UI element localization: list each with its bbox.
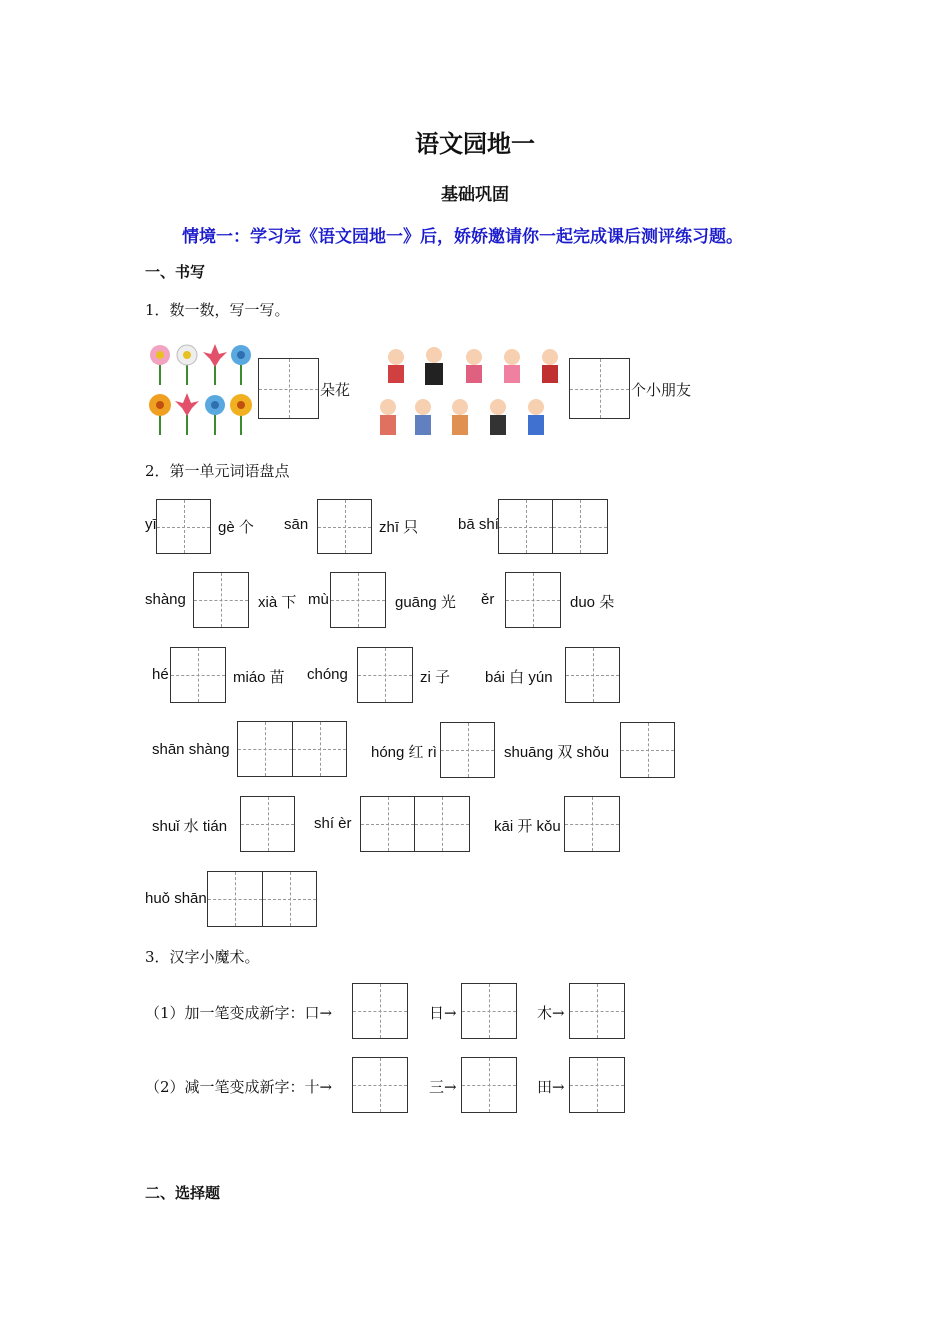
pinyin-label: shān shàng	[152, 741, 230, 758]
char-box[interactable]	[505, 572, 561, 628]
pinyin-label: duo 朵	[570, 594, 615, 611]
char-box[interactable]	[564, 796, 620, 852]
pinyin-label: hóng 红 rì	[371, 744, 437, 761]
section-heading-choice: 二、选择题	[145, 1184, 221, 1202]
add-item-label: 木→	[537, 1004, 565, 1022]
pinyin-label: bái 白 yún	[485, 669, 553, 686]
char-box[interactable]	[620, 722, 675, 778]
char-box[interactable]	[461, 1057, 517, 1113]
char-box[interactable]	[262, 871, 317, 927]
remove-stroke-label: （2）减一笔变成新字：十→	[145, 1078, 333, 1096]
pinyin-label: kāi 开 kǒu	[494, 818, 561, 835]
pinyin-label: shí èr	[314, 815, 352, 832]
pinyin-label: shuǐ 水 tián	[152, 818, 228, 835]
pinyin-label: yī	[145, 516, 157, 533]
pinyin-label: shuāng 双 shǒu	[504, 744, 610, 761]
pinyin-label: xià 下	[258, 594, 297, 611]
pinyin-label: shàng	[145, 591, 186, 608]
question-1-prompt: 1．数一数，写一写。	[145, 301, 290, 319]
pinyin-label: zhī 只	[379, 519, 419, 536]
scenario-text: 情境一：学习完《语文园地一》后，娇娇邀请你一起完成课后测评练习题。	[182, 227, 743, 247]
char-box[interactable]	[569, 1057, 625, 1113]
char-box[interactable]	[237, 721, 293, 777]
question-3-prompt: 3．汉字小魔术。	[145, 948, 260, 966]
page-subtitle: 基础巩固	[441, 185, 509, 205]
char-box[interactable]	[352, 983, 408, 1039]
flowers-label: 朵花	[320, 381, 351, 399]
remove-item-label: 三→	[429, 1078, 457, 1096]
flower-illustration	[145, 340, 255, 440]
children-label: 个小朋友	[631, 381, 692, 399]
char-box[interactable]	[414, 796, 470, 852]
pinyin-label: zi 子	[420, 669, 451, 686]
pinyin-label: sān	[284, 516, 309, 533]
section-heading-writing: 一、书写	[145, 263, 206, 281]
add-stroke-label: （1）加一笔变成新字：口→	[145, 1004, 333, 1022]
char-box[interactable]	[565, 647, 620, 703]
question-2-prompt: 2．第一单元词语盘点	[145, 462, 290, 480]
pinyin-label: bā shí	[458, 516, 499, 533]
pinyin-label: mù	[308, 591, 329, 608]
pinyin-label: chóng	[307, 666, 348, 683]
char-box[interactable]	[292, 721, 347, 777]
pinyin-label: miáo 苗	[233, 669, 285, 686]
children-illustration	[378, 345, 566, 443]
pinyin-label: guāng 光	[395, 594, 456, 611]
char-box[interactable]	[207, 871, 263, 927]
char-box[interactable]	[357, 647, 413, 703]
add-item-label: 日→	[429, 1004, 457, 1022]
char-box[interactable]	[156, 499, 211, 554]
pinyin-label: hé	[152, 666, 169, 683]
char-box[interactable]	[360, 796, 415, 852]
char-box[interactable]	[552, 499, 608, 554]
pinyin-label: huǒ shān	[145, 890, 207, 907]
flowers-answer-box[interactable]	[258, 358, 319, 419]
page-title: 语文园地一	[415, 130, 535, 158]
pinyin-label: gè 个	[218, 519, 254, 536]
char-box[interactable]	[240, 796, 295, 852]
char-box[interactable]	[498, 499, 553, 554]
char-box[interactable]	[440, 722, 495, 778]
children-answer-box[interactable]	[569, 358, 630, 419]
char-box[interactable]	[317, 499, 372, 554]
char-box[interactable]	[569, 983, 625, 1039]
char-box[interactable]	[352, 1057, 408, 1113]
remove-item-label: 田→	[537, 1078, 565, 1096]
char-box[interactable]	[193, 572, 249, 628]
char-box[interactable]	[170, 647, 226, 703]
pinyin-label: ěr	[481, 591, 495, 608]
char-box[interactable]	[461, 983, 517, 1039]
char-box[interactable]	[330, 572, 386, 628]
